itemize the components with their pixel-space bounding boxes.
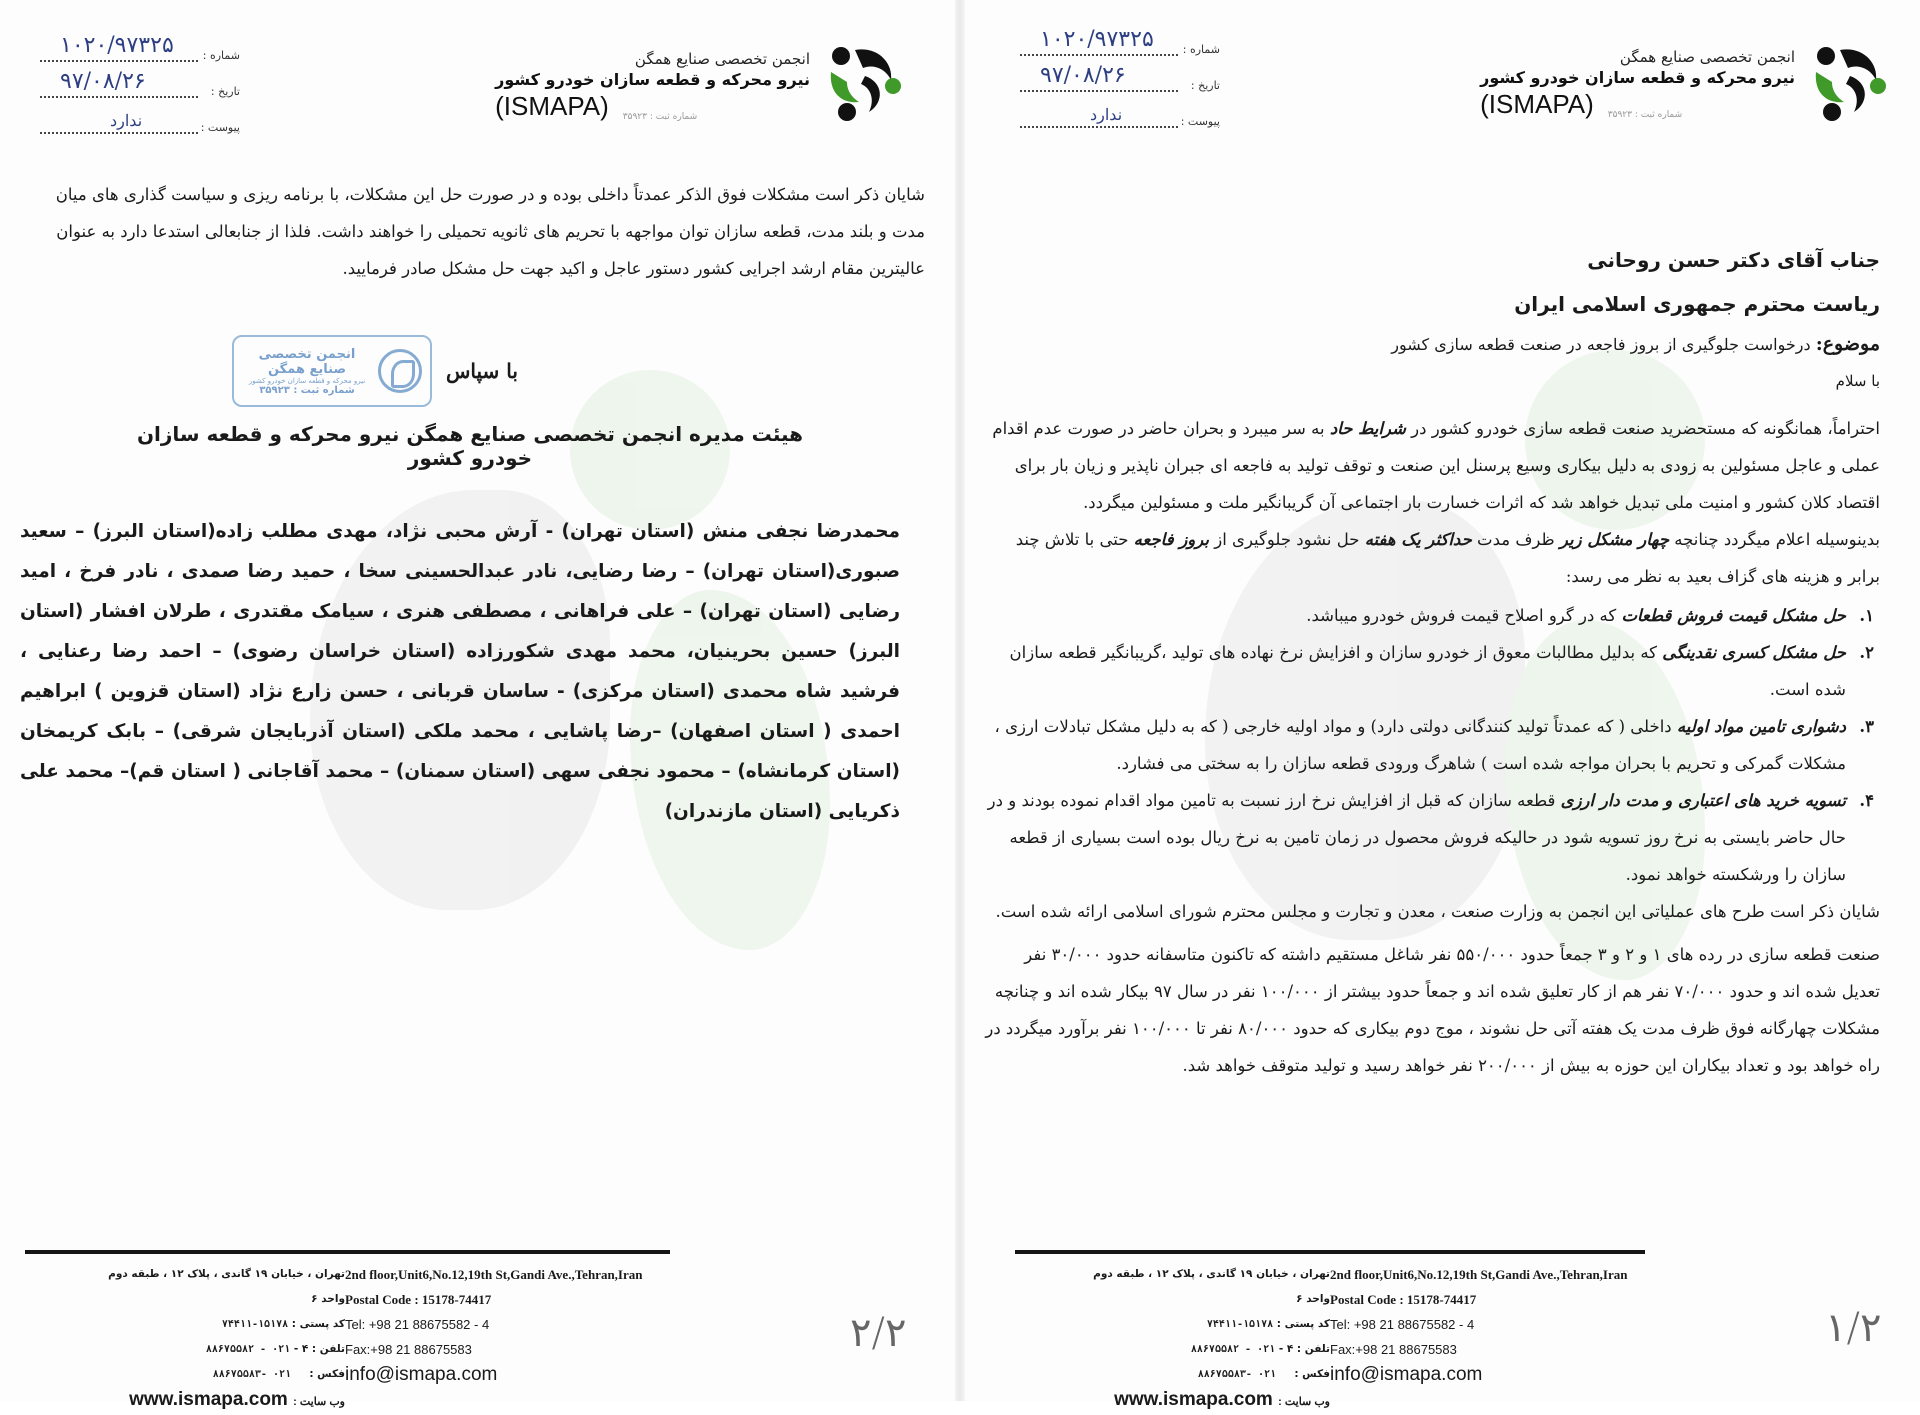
letter-number-value: ۱۰۲۰/۹۷۳۲۵ <box>1040 27 1154 52</box>
letter-number-label: شماره : <box>202 49 240 62</box>
letterhead <box>965 27 1920 150</box>
letter-paragraphs <box>985 410 1880 1084</box>
page-number: ۱/۲ <box>1825 1305 1882 1351</box>
item-text: قطعه سازان که قبل از افزایش نرخ ارز نسبت به تامین مواد اقدام نموده بودند و در حال حاضر بایستی به نرخ روز تسویه شود در حالیکه فروش محصول در زمان تامین به نرخ ریال بوده است بسیاری از قطعه سازان را ورشکسته خواهد نمود. <box>987 791 1846 884</box>
footer-en-tel: Tel: +98 21 88675582 - 4 <box>1330 1317 1475 1332</box>
organization-stamp <box>232 335 432 407</box>
para2-text-a: بدینوسیله اعلام میگردد چنانچه <box>1669 530 1880 549</box>
footer-divider <box>25 1250 670 1254</box>
para2-emphasis-1: چهار مشکل زیر <box>1559 530 1670 549</box>
para1-text-b: به سر میبرد و بحران حاضر در صورت عدم اقدام عملی و عاجل مسئولین به زودی به دلیل بیکاری وسیع پرسنل این صنعت و توقف تولید به فاجعه ای جبران ناپذیر و زیان بار برای اقتصاد کلان کشور و امنیت ملی تبدیل خواهد شد که اثرات خسارت بار اجتماعی آن گریبانگیر ملت و مسئولین میگردد. <box>992 419 1880 512</box>
board-title: هیئت مدیره انجمن تخصصی صنایع همگن نیرو محرکه و قطعه سازان خودرو کشور <box>136 422 804 470</box>
item-number: ۴. <box>1859 791 1874 810</box>
item-number: ۱. <box>1859 606 1874 625</box>
letter-number-row <box>1020 24 1220 60</box>
organization-name <box>1480 48 1795 120</box>
problem-item-1 <box>985 597 1880 634</box>
item-text: داخلی ( که عمدتاً تولید کنندگانی دولتی دارد) و مواد اولیه خارجی ( که به دلیل مشکل تبادلات ارزی ، مشکلات گمرکی و تحریم با بحران مواجه شده است ) شاهرگ ورودی قطعه سازان را به سختی می فشارد. <box>994 717 1846 773</box>
para1-text-a: احتراماً، همانگونه که مستحضرید صنعت قطعه سازی خودرو کشور در <box>1405 419 1880 438</box>
footer-fa-tel: ۰۲۱ - ۸۸۶۷۵۵۸۲ <box>205 1344 291 1355</box>
para2-emphasis-2: حداکثر یک هفته <box>1364 530 1472 549</box>
item-number: ۲. <box>1859 643 1874 662</box>
footer-website-link[interactable]: www.ismapa.com <box>129 1389 288 1410</box>
letter-footer <box>25 1250 725 1410</box>
letter-page-2 <box>0 0 955 1410</box>
letterhead <box>0 30 955 150</box>
letter-attachment-label: پیوست : <box>1180 115 1220 128</box>
item-title: تسویه خرید های اعتباری و مدت دار ارزی <box>1560 791 1846 810</box>
footer-fa-fax-label: فکس : <box>309 1368 345 1380</box>
footer-en-postal: Postal Code : 15178-74417 <box>345 1292 492 1307</box>
ismapa-logo-icon <box>825 42 905 122</box>
item-text: که بدلیل مطالبات معوق از خودرو سازان و افزایش نرخ نهاده های تولید ،گریبانگیر قطعه سازان شده است. <box>1009 643 1846 699</box>
footer-email-link[interactable]: info@ismapa.com <box>345 1364 498 1385</box>
paragraph-statistics: صنعت قطعه سازی در رده های ۱ و ۲ و ۳ جمعاً حدود ۵۵۰/۰۰۰ نفر شاغل مستقیم داشته که تاکنون متاسفانه حدود ۳۰/۰۰۰ نفر تعدیل شده اند و حدود ۷۰/۰۰۰ نفر هم از کار تعلیق شده اند و جمعاً حدود بیشتر از ۱۰۰/۰۰۰ نفر در سال ۹۷ بیکار شده اند و چنانچه مشکلات چهارگانه فوق ظرف مدت یک هفته آتی حل نشوند ، موج دوم بیکاری که حدود ۸۰/۰۰۰ نفر تا ۱۰۰/۰۰۰ نفر برآورد میگردد در راه خواهد بود و تعداد بیکاران این حوزه به بیش از ۲۰۰/۰۰۰ نفر خواهد رسید و تولید متوقف خواهد شد. <box>985 945 1880 1075</box>
addressee-title: ریاست محترم جمهوری اسلامی ایران <box>1514 292 1880 316</box>
footer-en-address: 2nd floor,Unit6,No.12,19th St,Gandi Ave.,Tehran,Iran <box>345 1267 643 1282</box>
letter-number-value: ۱۰۲۰/۹۷۳۲۵ <box>60 33 174 58</box>
letter-attachment-row <box>1020 96 1220 132</box>
footer-english-contact <box>1330 1262 1670 1388</box>
footer-web-label: وب سایت : <box>1278 1396 1330 1408</box>
org-name-line2: نیرو محرکه و قطعه سازان خودرو کشور <box>1480 68 1795 87</box>
stamp-emblem-icon <box>378 349 422 393</box>
para2-emphasis-3: بروز فاجعه <box>1133 530 1209 549</box>
footer-fa-address: تهران ، خیابان ۱۹ گاندی ، پلاک ۱۲ ، طبقه دوم واحد ۶ <box>108 1268 345 1305</box>
footer-website-link[interactable]: www.ismapa.com <box>1114 1389 1273 1410</box>
stamp-line2: نیرو محرکه و قطعه سازان خودرو کشور <box>248 376 366 385</box>
letter-footer <box>1015 1250 1715 1410</box>
footer-fa-postal: ۱۵۱۷۸-۷۴۴۱۱ <box>221 1319 289 1330</box>
footer-fa-postal-label: کد پستی : <box>1276 1318 1330 1330</box>
letter-date-row <box>1020 60 1220 96</box>
para1-emphasis: شرایط حاد <box>1329 419 1406 438</box>
footer-email-link[interactable]: info@ismapa.com <box>1330 1364 1483 1385</box>
stamp-line3: شماره ثبت : ۳۵۹۲۳ <box>259 384 355 396</box>
footer-fa-tel: ۰۲۱ - ۸۸۶۷۵۵۸۲ <box>1190 1344 1276 1355</box>
footer-fa-postal: ۱۵۱۷۸-۷۴۴۱۱ <box>1206 1319 1274 1330</box>
org-name-line2: نیرو محرکه و قطعه سازان خودرو کشور <box>495 70 810 89</box>
para2-text-b: ظرف مدت <box>1471 530 1560 549</box>
para2-text-d: حتی با تلاش چند برابر و هزینه های گزاف بعید به نظر می رسد: <box>1015 530 1880 586</box>
problem-item-3 <box>985 708 1880 782</box>
footer-fa-tel-label: تلفن : ۴ - <box>1278 1343 1330 1355</box>
letter-attachment-value: ندارد <box>1090 105 1123 124</box>
problem-item-4 <box>985 782 1880 893</box>
item-title: حل مشکل کسری نقدینگی <box>1662 643 1846 662</box>
letter-body <box>985 238 1880 399</box>
letter-attachment-row <box>40 102 240 138</box>
letter-date-label: تاریخ : <box>1190 79 1220 92</box>
letter-attachment-value: ندارد <box>110 111 143 130</box>
org-acronym: (ISMAPA) <box>495 91 609 121</box>
org-acronym: (ISMAPA) <box>1480 89 1594 119</box>
letter-meta <box>1020 24 1220 132</box>
footer-web-label: وب سایت : <box>293 1396 345 1408</box>
subject-text: درخواست جلوگیری از بروز فاجعه در صنعت قطعه سازی کشور <box>1391 335 1811 354</box>
footer-persian-contact <box>1080 1262 1330 1415</box>
footer-en-fax: Fax:+98 21 88675583 <box>1330 1342 1457 1357</box>
letter-date-row <box>40 66 240 102</box>
org-name-line1: انجمن تخصصی صنایع همگن <box>634 50 810 68</box>
signature-row <box>232 335 518 407</box>
letter-number-row <box>40 30 240 66</box>
ismapa-logo-icon <box>1810 42 1890 122</box>
para2-text-c: حل نشود جلوگیری از <box>1208 530 1365 549</box>
stamp-line1: انجمن تخصصی صنایع همگن <box>258 346 356 377</box>
letter-date-value: ۹۷/۰۸/۲۶ <box>1040 63 1126 88</box>
letter-attachment-label: پیوست : <box>200 121 240 134</box>
org-registration: شماره ثبت : ۳۵۹۲۳ <box>1607 110 1683 120</box>
footer-fa-tel-label: تلفن : ۴ - <box>293 1343 345 1355</box>
board-members-list: محمدرضا نجفی منش (استان تهران) - آرش محبی نژاد، مهدی مطلب زاده(استان البرز) – سعید صبوری(استان تهران) – رضا رضایی، نادر عبدالحسینی سخا ، حمید رضا صمدی ، نادر فرخ ، امید رضایی (استان تهران) – علی فراهانی ، مصطفی هنری ، سیامک مقتدری ، طرلان افشار (استان البرز) حسین بحرینیان، محمد مهدی شکورزاده (استان خراسان رضوی) – احمد رضا رعنایی ، فرشید شاه محمدی (استان مرکزی) - ساسان قربانی ، حسن زارع نژاد (استان قزوین ) ابراهیم احمدی ( استان اصفهان) –رضا پاشایی ، محمد ملکی (استان آذربایجان شرقی) – بابک کریمخان (استان کرمانشاه) – محمود نجفی سهی (استان سمنان) – محمد آقاجانی ( استان قم)– محمد علی ذکریایی (استان مازندران) <box>20 521 900 822</box>
subject-line <box>985 326 1880 363</box>
page-seam <box>955 0 965 1401</box>
footer-persian-contact <box>95 1262 345 1415</box>
item-number: ۳. <box>1859 717 1874 736</box>
footer-en-postal: Postal Code : 15178-74417 <box>1330 1292 1477 1307</box>
letter-date-value: ۹۷/۰۸/۲۶ <box>60 69 146 94</box>
page-number: ۲/۲ <box>850 1310 907 1356</box>
footer-en-tel: Tel: +98 21 88675582 - 4 <box>345 1317 490 1332</box>
footer-divider <box>1015 1250 1645 1254</box>
letter-number-label: شماره : <box>1182 43 1220 56</box>
footer-fa-fax: ۰۲۱ -۸۸۶۷۵۵۸۳ <box>212 1369 292 1380</box>
letter-page-1 <box>965 0 1920 1410</box>
letter-date-label: تاریخ : <box>210 85 240 98</box>
item-title: حل مشکل قیمت فروش قطعات <box>1621 606 1846 625</box>
footer-en-fax: Fax:+98 21 88675583 <box>345 1342 472 1357</box>
footer-fa-postal-label: کد پستی : <box>291 1318 345 1330</box>
thanks-text: با سپاس <box>446 359 518 383</box>
footer-english-contact <box>345 1262 685 1388</box>
item-title: دشواری تامین مواد اولیه <box>1676 717 1846 736</box>
subject-label: موضوع: <box>1815 333 1880 355</box>
org-registration: شماره ثبت : ۳۵۹۲۳ <box>622 112 698 122</box>
letter-meta <box>40 30 240 138</box>
addressee-name: جناب آقای دکتر حسن روحانی <box>1587 248 1880 272</box>
paragraph-note: شایان ذکر است طرح های عملیاتی این انجمن به وزارت صنعت ، معدن و تجارت و مجلس محترم شورای اسلامی ارائه شده است. <box>995 902 1880 921</box>
organization-name <box>495 50 810 122</box>
paragraph-intro <box>985 410 1880 521</box>
footer-fa-address: تهران ، خیابان ۱۹ گاندی ، پلاک ۱۲ ، طبقه دوم واحد ۶ <box>1093 1268 1330 1305</box>
closing-paragraph: شایان ذکر است مشکلات فوق الذکر عمدتاً داخلی بوده و در صورت حل این مشکلات، با برنامه ریزی و سیاست گذاری های میان مدت و بلند مدت، قطعه سازان توان مواجهه با تحریم های ثانویه تحمیلی را خواهند داشت. فلذا از جنابعالی استدعا دارد به عنوان عالیترین مقام ارشد اجرایی کشور دستور عاجل و اکید جهت حل مشکل صادر فرمایید. <box>55 185 925 278</box>
footer-fa-fax-label: فکس : <box>1294 1368 1330 1380</box>
org-name-line1: انجمن تخصصی صنایع همگن <box>1619 48 1795 66</box>
greeting: با سلام <box>1835 372 1880 390</box>
footer-en-address: 2nd floor,Unit6,No.12,19th St,Gandi Ave.,Tehran,Iran <box>1330 1267 1628 1282</box>
problem-item-2 <box>985 634 1880 708</box>
problems-list <box>985 597 1880 893</box>
item-text: که در گرو اصلاح قیمت فروش خودرو میباشد. <box>1306 606 1622 625</box>
footer-fa-fax: ۰۲۱ -۸۸۶۷۵۵۸۳ <box>1197 1369 1277 1380</box>
paragraph-announcement <box>985 521 1880 595</box>
